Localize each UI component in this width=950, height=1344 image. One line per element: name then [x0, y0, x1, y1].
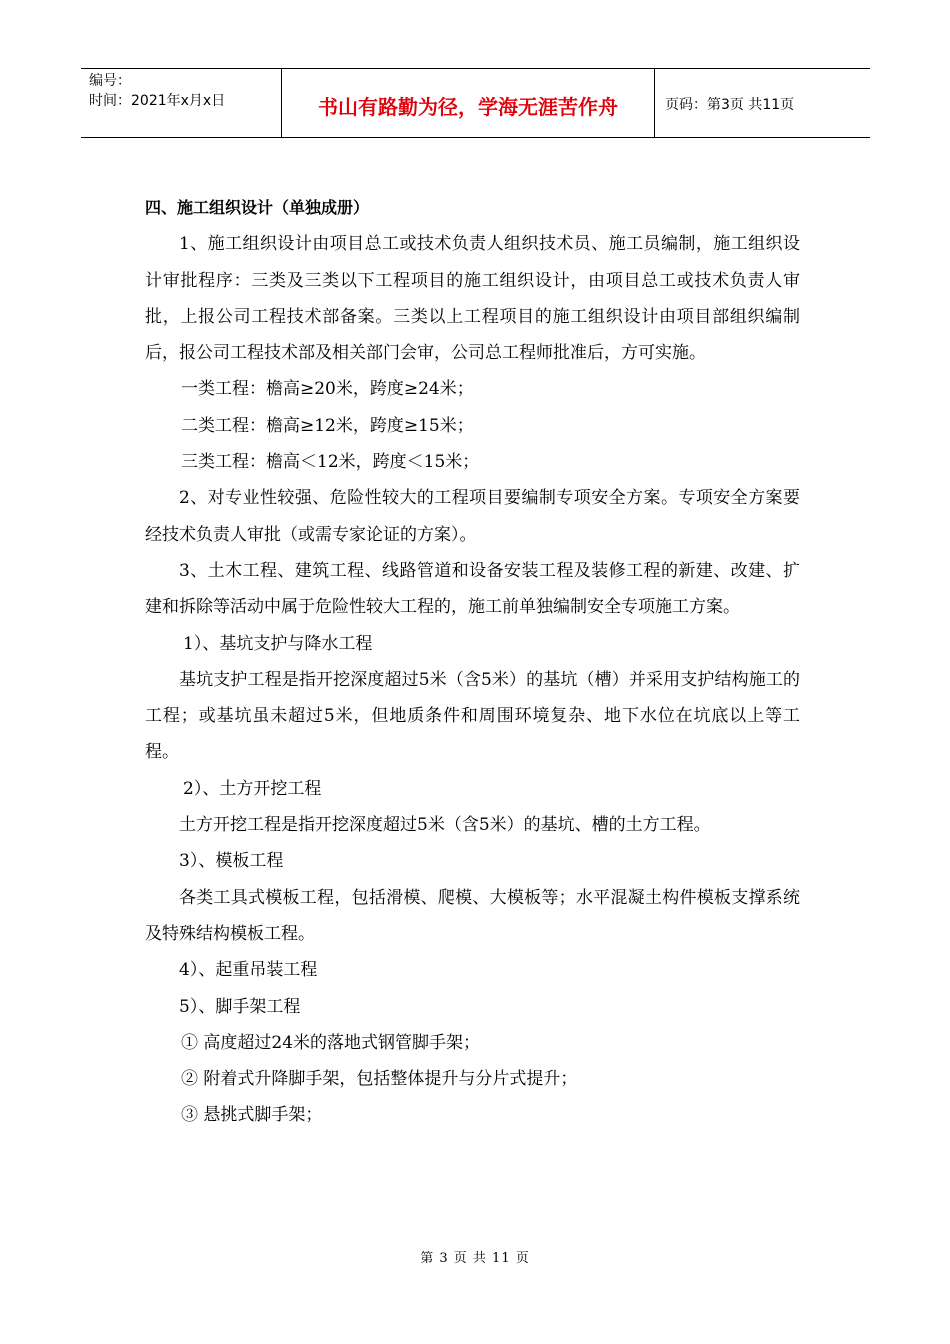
paragraph-2: 2、对专业性较强、危险性较大的工程项目要编制专项安全方案。专项安全方案要经技术负责人审批（或需专家论证的方案）。	[145, 488, 800, 545]
sub-item-2: ② 附着式升降脚手架，包括整体提升与分片式提升；	[181, 1069, 578, 1090]
item-1-body: 基坑支护工程是指开挖深度超过5米（含5米）的基坑（槽）并采用支护结构施工的工程；或基坑虽未超过5米，但地质条件和周围环境复杂、地下水位在坑底以上等工程。	[145, 669, 800, 763]
item-5-title: 5）、脚手架工程	[179, 996, 301, 1017]
item-2-title: 2）、土方开挖工程	[183, 778, 322, 799]
number-label: 编号：	[89, 73, 131, 89]
sub-item-1: ① 高度超过24米的落地式钢管脚手架；	[181, 1032, 481, 1053]
header-page-number: 页码：第3页 共11页	[665, 97, 795, 113]
header-meta	[81, 69, 282, 137]
section-heading: 四、施工组织设计（单独成册）	[145, 198, 370, 217]
time-label: 时间：2021年x月x日	[89, 93, 226, 109]
item-1-title: 1）、基坑支护与降水工程	[183, 633, 373, 654]
item-3-title: 3）、模板工程	[179, 851, 284, 872]
paragraph-1: 1、施工组织设计由项目总工或技术负责人组织技术员、施工员编制，施工组织设计审批程序：三类及三类以下工程项目的施工组织设计，由项目总工或技术负责人审批，上报公司工程技术部备案。三类以上工程项目的施工组织设计由项目部组织编制后，报公司工程技术部及相关部门会审，公司总工程师批准后，方可实施。	[145, 234, 800, 364]
sub-item-3: ③ 悬挑式脚手架；	[181, 1105, 323, 1126]
header-motto: 书山有路勤为径，学海无涯苦作舟	[282, 69, 655, 137]
class-3-line: 三类工程：檐高＜12米，跨度＜15米；	[181, 452, 480, 473]
item-3-body: 各类工具式模板工程，包括滑模、爬模、大模板等；水平混凝土构件模板支撑系统及特殊结构模板工程。	[145, 887, 800, 944]
item-2-body: 土方开挖工程是指开挖深度超过5米（含5米）的基坑、槽的土方工程。	[179, 815, 711, 836]
paragraph-3: 3、土木工程、建筑工程、线路管道和设备安装工程及装修工程的新建、改建、扩建和拆除等活动中属于危险性较大工程的，施工前单独编制安全专项施工方案。	[145, 560, 800, 618]
class-2-line: 二类工程：檐高≥12米，跨度≥15米；	[181, 415, 474, 436]
document-body	[145, 190, 800, 1134]
item-4-title: 4）、起重吊装工程	[179, 960, 318, 981]
document-header	[81, 68, 870, 138]
class-1-line: 一类工程：檐高≥20米，跨度≥24米；	[181, 379, 474, 400]
page-footer: 第 3 页 共 11 页	[420, 1251, 530, 1266]
